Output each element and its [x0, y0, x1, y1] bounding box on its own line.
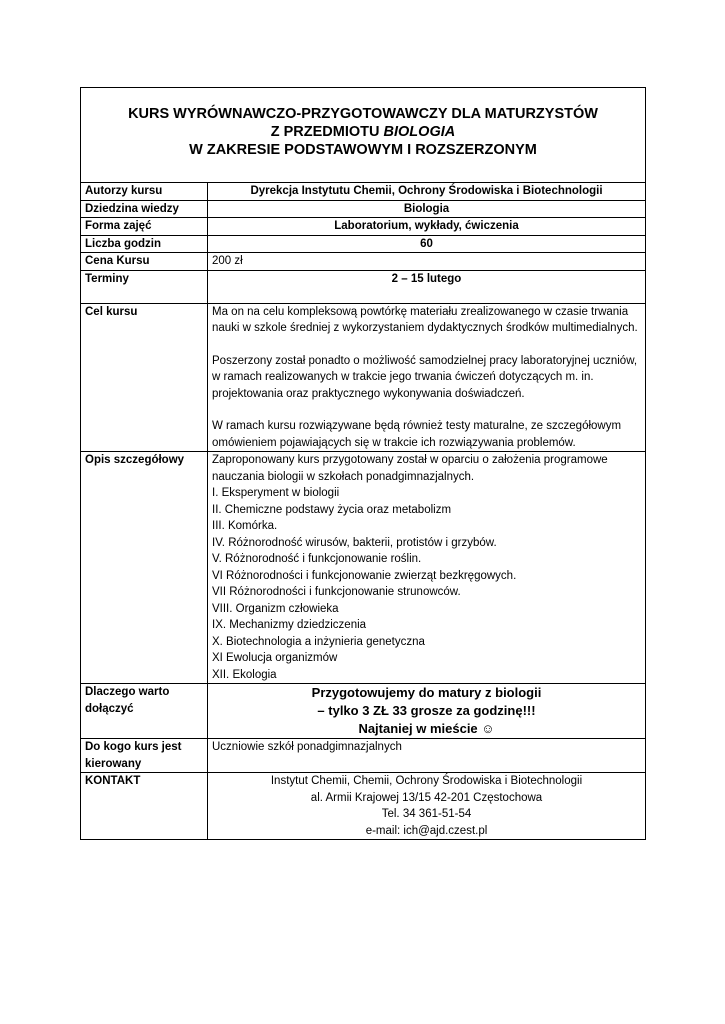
contact-address: al. Armii Krajowej 13/15 42-201 Częstochowa — [310, 791, 543, 804]
form-label: Forma zajęć — [81, 218, 208, 236]
target-value: Uczniowie szkół ponadgimnazjalnych — [208, 739, 646, 773]
list-item: VIII. Organizm człowieka — [212, 602, 339, 615]
row-price — [81, 253, 645, 271]
field-value: Biologia — [208, 200, 646, 218]
dates-label: Terminy — [81, 270, 208, 303]
row-form — [81, 218, 645, 236]
list-item: II. Chemiczne podstawy życia oraz metabolizm — [212, 503, 452, 516]
list-item: X. Biotechnologia a inżynieria genetyczna — [212, 635, 425, 648]
page-title — [81, 88, 645, 183]
list-item: XI Ewolucja organizmów — [212, 652, 338, 664]
title-line-1: KURS WYRÓWNAWCZO-PRZYGOTOWAWCZY DLA MATURZYSTÓW — [128, 106, 598, 122]
list-item: XII. Ekologia — [212, 668, 277, 681]
contact-email: e-mail: ich@ajd.czest.pl — [365, 824, 488, 837]
course-info-table — [81, 183, 645, 839]
target-label: Do kogo kurs jest kierowany — [81, 739, 208, 773]
row-details — [81, 452, 645, 684]
list-item: V. Różnorodność i funkcjonowanie roślin. — [212, 553, 422, 565]
row-goal — [81, 303, 645, 452]
authors-value: Dyrekcja Instytutu Chemii, Ochrony Środowiska i Biotechnologii — [208, 183, 646, 200]
contact-value — [208, 773, 646, 840]
list-item: I. Eksperyment w biologii — [212, 487, 340, 499]
hours-value: 60 — [208, 235, 646, 253]
form-value: Laboratorium, wykłady, ćwiczenia — [208, 218, 646, 236]
title-line-2-prefix: Z PRZEDMIOTU — [270, 124, 384, 140]
row-contact — [81, 773, 645, 840]
goal-value — [208, 303, 646, 452]
row-authors — [81, 183, 645, 200]
why-label: Dlaczego warto dołączyć — [81, 684, 208, 739]
title-line-3: W ZAKRESIE PODSTAWOWYM I ROZSZERZONYM — [189, 142, 537, 158]
row-hours — [81, 235, 645, 253]
why-line-2: – tylko 3 ZŁ 33 grosze za godzinę!!! — [317, 703, 536, 718]
goal-paragraph: Poszerzony został ponadto o możliwość samodzielnej pracy laboratoryjnej uczniów, w ramach realizowanych w trakcie jego trwania ćwiczeń dotyczących m. in. projektowania oraz praktycznego wykonywania doświadczeń. — [212, 354, 638, 400]
goal-paragraph: Ma on na celu kompleksową powtórkę materiału zrealizowanego w czasie trwania nauki w szkole średniej z wykorzystaniem dydaktycznych środków multimedialnych. — [212, 305, 638, 334]
price-value: 200 zł — [208, 253, 646, 271]
contact-label: KONTAKT — [81, 773, 208, 840]
title-line-2 — [81, 123, 645, 141]
row-dates — [81, 270, 645, 303]
details-intro: Zaproponowany kurs przygotowany został w oparciu o założenia programowe nauczania biologii w szkołach ponadgimnazjalnych. — [212, 454, 608, 483]
title-subject: BIOLOGIA — [383, 124, 456, 140]
list-item: IV. Różnorodność wirusów, bakterii, protistów i grzybów. — [212, 536, 497, 549]
goal-paragraph: W ramach kursu rozwiązywane będą również testy maturalne, ze szczegółowym omówieniem pojawiających się w trakcie ich rozwiązywania problemów. — [212, 420, 622, 449]
dates-value: 2 – 15 lutego — [208, 270, 646, 303]
course-sheet — [80, 87, 646, 840]
authors-label: Autorzy kursu — [81, 183, 208, 200]
list-item: IX. Mechanizmy dziedziczenia — [212, 619, 367, 631]
field-label: Dziedzina wiedzy — [81, 200, 208, 218]
goal-label: Cel kursu — [81, 303, 208, 452]
why-value — [208, 684, 646, 739]
contact-institute: Instytut Chemii, Chemii, Ochrony Środowiska i Biotechnologii — [270, 775, 583, 787]
contact-phone: Tel. 34 361-51-54 — [381, 808, 472, 820]
details-value — [208, 452, 646, 684]
row-why — [81, 684, 645, 739]
why-line-1: Przygotowujemy do matury z biologii — [311, 685, 542, 700]
list-item: VI Różnorodności i funkcjonowanie zwierząt bezkręgowych. — [212, 569, 517, 582]
why-line-3: Najtaniej w mieście ☺ — [358, 721, 495, 736]
list-item: III. Komórka. — [212, 520, 278, 532]
details-label: Opis szczegółowy — [81, 452, 208, 684]
list-item: VII Różnorodności i funkcjonowanie strunowców. — [212, 586, 461, 598]
price-label: Cena Kursu — [81, 253, 208, 271]
row-target — [81, 739, 645, 773]
row-field — [81, 200, 645, 218]
hours-label: Liczba godzin — [81, 235, 208, 253]
